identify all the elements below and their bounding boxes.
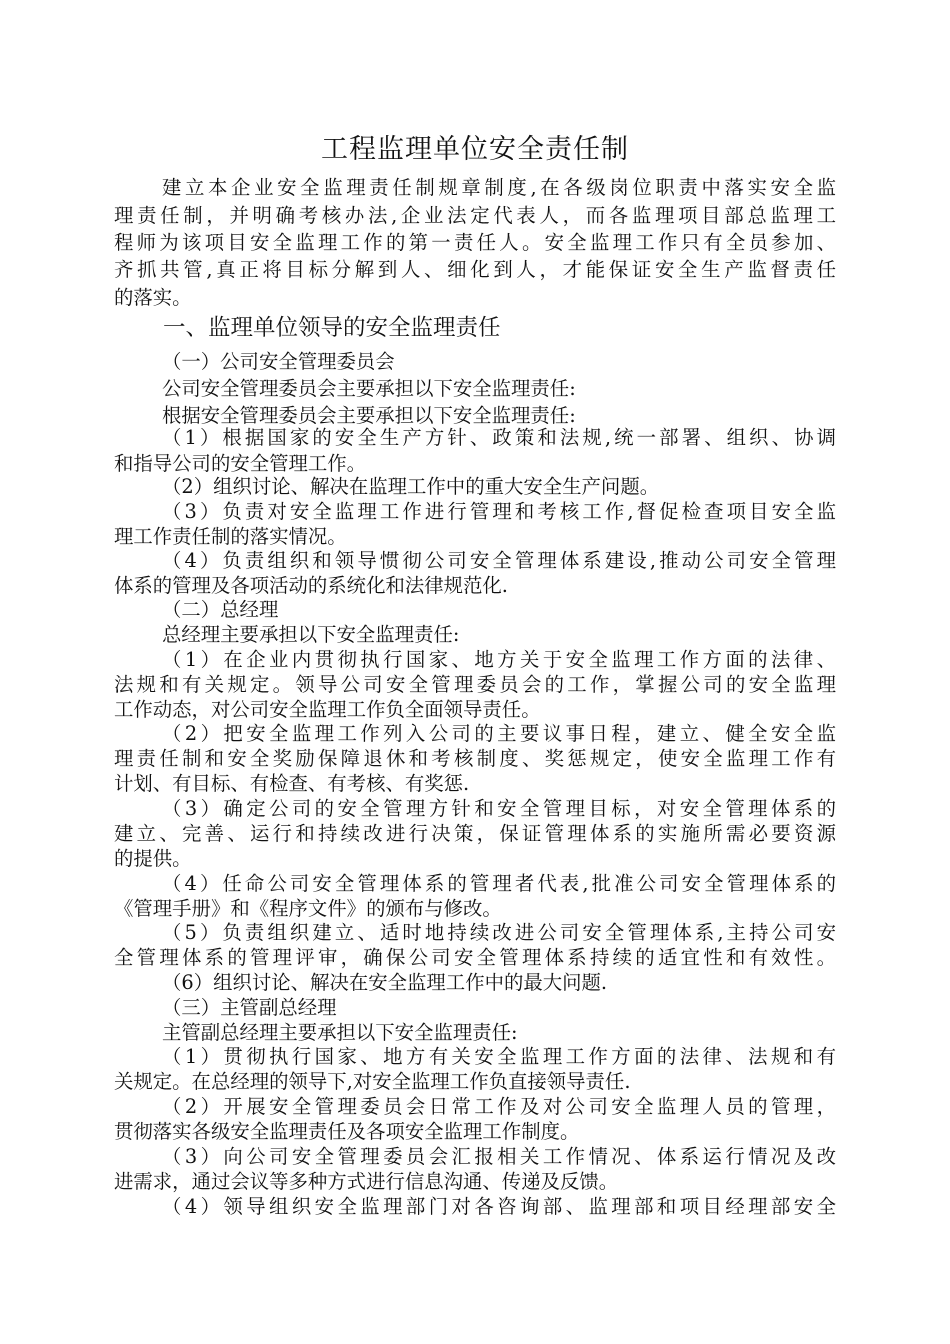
- list-item-line: 和指导公司的安全管理工作。: [114, 452, 367, 475]
- list-item-line: 法规和有关规定。领导公司安全管理委员会的工作，掌握公司的安全监理: [114, 673, 836, 696]
- paragraph-line: 总经理主要承担以下安全监理责任:: [162, 623, 460, 646]
- list-item-line: 理责任制和安全奖励保障退休和考核制度、奖惩规定，使安全监理工作有: [114, 747, 836, 770]
- section-heading: 一、监理单位领导的安全监理责任: [163, 315, 501, 341]
- list-item-line: （2）开展安全管理委员会日常工作及对公司安全监理人员的管理，: [162, 1095, 836, 1118]
- list-item-line: 进需求，通过会议等多种方式进行信息沟通、传递及反馈。: [114, 1170, 619, 1193]
- list-item-line: 的提供。: [114, 847, 192, 870]
- paragraph-line: 主管副总经理主要承担以下安全监理责任:: [162, 1021, 518, 1044]
- list-item-line: 《管理手册》和《程序文件》的颁布与修改。: [114, 897, 502, 920]
- list-item-line: （4）领导组织安全监理部门对各咨询部、监理部和项目经理部安全: [162, 1195, 836, 1218]
- list-item-line: 计划、有目标、有检查、有考核、有奖惩.: [114, 772, 470, 795]
- subsection-heading: （二）总经理: [162, 598, 279, 621]
- paragraph-line: 的落实。: [114, 286, 192, 309]
- list-item-line: （2）组织讨论、解决在监理工作中的重大安全生产问题。: [162, 475, 660, 498]
- list-item-line: （1）根据国家的安全生产方针、政策和法规,统一部署、组织、协调: [162, 426, 836, 449]
- subsection-heading: （一）公司安全管理委员会: [162, 350, 395, 373]
- subsection-heading: （三）主管副总经理: [162, 996, 337, 1019]
- list-item-line: 理工作责任制的落实情况。: [114, 525, 347, 548]
- paragraph-line: 建立本企业安全监理责任制规章制度,在各级岗位职责中落实安全监: [162, 176, 836, 199]
- list-item-line: （2）把安全监理工作列入公司的主要议事日程，建立、健全安全监: [162, 722, 836, 745]
- list-item-line: 关规定。在总经理的领导下,对安全监理工作负直接领导责任.: [114, 1070, 631, 1093]
- paragraph-line: 根据安全管理委员会主要承担以下安全监理责任:: [162, 404, 576, 427]
- list-item-line: 工作动态，对公司安全监理工作负全面领导责任。: [114, 698, 541, 721]
- list-item-line: （3）确定公司的安全管理方针和安全管理目标，对安全管理体系的: [162, 797, 836, 820]
- list-item-line: （4）负责组织和领导惯彻公司安全管理体系建设,推动公司安全管理: [162, 549, 836, 572]
- list-item-line: （3）向公司安全管理委员会汇报相关工作情况、体系运行情况及改: [162, 1145, 836, 1168]
- paragraph-line: 程师为该项目安全监理工作的第一责任人。安全监理工作只有全员参加、: [114, 231, 836, 254]
- paragraph-line: 齐抓共管,真正将目标分解到人、细化到人，才能保证安全生产监督责任: [114, 258, 836, 281]
- list-item-line: 建立、完善、运行和持续改进行决策，保证管理体系的实施所需必要资源: [114, 822, 836, 845]
- list-item-line: （3）负责对安全监理工作进行管理和考核工作,督促检查项目安全监: [162, 500, 836, 523]
- list-item-line: （6）组织讨论、解决在安全监理工作中的最大问题.: [162, 971, 608, 994]
- list-item-line: （4）任命公司安全管理体系的管理者代表,批准公司安全管理体系的: [162, 872, 836, 895]
- list-item-line: 贯彻落实各级安全监理责任及各项安全监理工作制度。: [114, 1120, 580, 1143]
- list-item-line: 全管理体系的管理评审，确保公司安全管理体系持续的适宜性和有效性。: [114, 946, 836, 969]
- document-title: 工程监理单位安全责任制: [321, 134, 629, 165]
- paragraph-line: 理责任制，并明确考核办法,企业法定代表人，而各监理项目部总监理工: [114, 204, 836, 227]
- list-item-line: 体系的管理及各项活动的系统化和法律规范化.: [114, 574, 508, 597]
- list-item-line: （5）负责组织建立、适时地持续改进公司安全管理体系,主持公司安: [162, 921, 836, 944]
- paragraph-line: 公司安全管理委员会主要承担以下安全监理责任:: [162, 377, 576, 400]
- list-item-line: （1）贯彻执行国家、地方有关安全监理工作方面的法律、法规和有: [162, 1045, 836, 1068]
- list-item-line: （1）在企业内贯彻执行国家、地方关于安全监理工作方面的法律、: [162, 648, 836, 671]
